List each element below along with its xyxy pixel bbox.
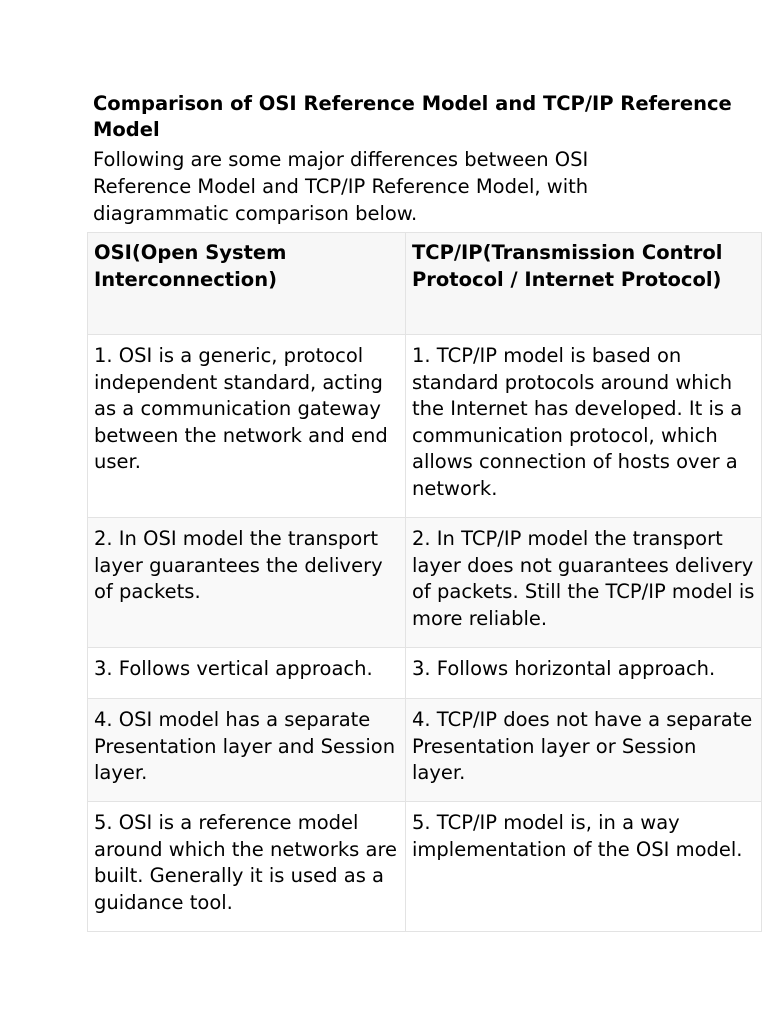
table-row bbox=[88, 335, 762, 518]
tcpip-cell: 1. TCP/IP model is based on standard protocols around which the Internet has developed. It is a communication protocol, which allows connection of hosts over a network. bbox=[406, 335, 762, 518]
tcpip-cell: 3. Follows horizontal approach. bbox=[406, 648, 762, 699]
comparison-table bbox=[87, 232, 762, 932]
table-row bbox=[88, 802, 762, 932]
osi-cell: 3. Follows vertical approach. bbox=[88, 648, 406, 699]
tcpip-cell: 4. TCP/IP does not have a separate Presentation layer or Session layer. bbox=[406, 699, 762, 802]
table-row bbox=[88, 518, 762, 648]
table-row bbox=[88, 699, 762, 802]
page-title: Comparison of OSI Reference Model and TCP/IP Reference Model bbox=[93, 92, 732, 141]
intro-paragraph: Following are some major differences between OSI Reference Model and TCP/IP Reference Model, with diagrammatic comparison below. bbox=[93, 148, 589, 225]
osi-cell: 4. OSI model has a separate Presentation layer and Session layer. bbox=[88, 699, 406, 802]
tcpip-cell: 5. TCP/IP model is, in a way implementation of the OSI model. bbox=[406, 802, 762, 932]
osi-cell: 2. In OSI model the transport layer guarantees the delivery of packets. bbox=[88, 518, 406, 648]
header-osi: OSI(Open System Interconnection) bbox=[88, 233, 406, 335]
header-tcpip: TCP/IP(Transmission Control Protocol / Internet Protocol) bbox=[406, 233, 762, 335]
osi-cell: 1. OSI is a generic, protocol independent standard, acting as a communication gateway between the network and end user. bbox=[88, 335, 406, 518]
tcpip-cell: 2. In TCP/IP model the transport layer does not guarantees delivery of packets. Still the TCP/IP model is more reliable. bbox=[406, 518, 762, 648]
table-row bbox=[88, 648, 762, 699]
table-header-row bbox=[88, 233, 762, 335]
osi-cell: 5. OSI is a reference model around which the networks are built. Generally it is used as a guidance tool. bbox=[88, 802, 406, 932]
